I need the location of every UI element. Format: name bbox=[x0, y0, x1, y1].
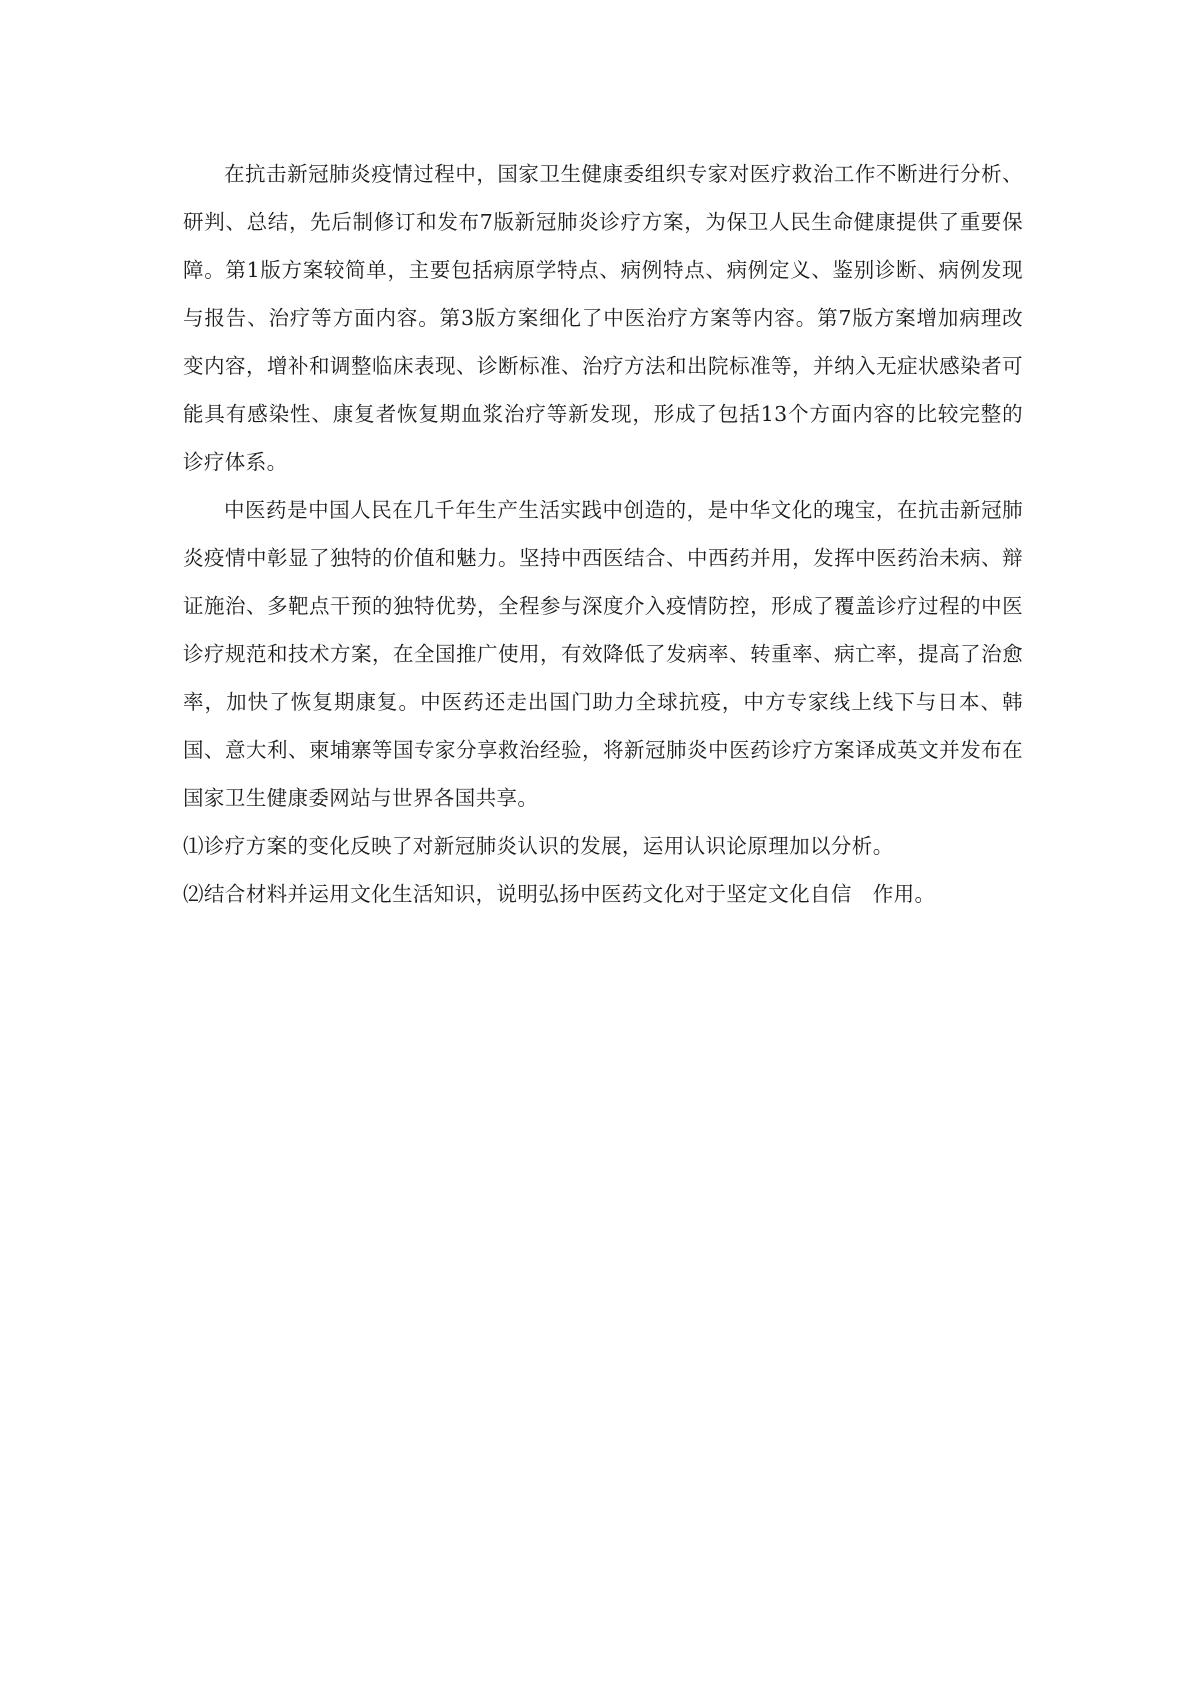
document-body bbox=[183, 150, 1023, 918]
material-paragraph-2: 中医药是中国人民在几千年生产生活实践中创造的，是中华文化的瑰宝，在抗击新冠肺炎疫情中彰显了独特的价值和魅力。坚持中西医结合、中西药并用，发挥中医药治未病、辩证施治、多靶点干预的独特优势，全程参与深度介入疫情防控，形成了覆盖诊疗过程的中医诊疗规范和技术方案，在全国推广使用，有效降低了发病率、转重率、病亡率，提高了治愈率，加快了恢复期康复。中医药还走出国门助力全球抗疫，中方专家线上线下与日本、韩国、意大利、柬埔寨等国专家分享救治经验，将新冠肺炎中医药诊疗方案译成英文并发布在国家卫生健康委网站与世界各国共享。 bbox=[183, 498, 1023, 810]
question-1: ⑴诊疗方案的变化反映了对新冠肺炎认识的发展，运用认识论原理加以分析。 bbox=[183, 834, 894, 858]
question-2: ⑵结合材料并运用文化生活知识，说明弘扬中医药文化对于坚定文化自信 作用。 bbox=[183, 882, 936, 906]
material-paragraph-1: 在抗击新冠肺炎疫情过程中，国家卫生健康委组织专家对医疗救治工作不断进行分析、研判、总结，先后制修订和发布7版新冠肺炎诊疗方案，为保卫人民生命健康提供了重要保障。第1版方案较简单，主要包括病原学特点、病例特点、病例定义、鉴别诊断、病例发现与报告、治疗等方面内容。第3版方案细化了中医治疗方案等内容。第7版方案增加病理改变内容，增补和调整临床表现、诊断标准、治疗方法和出院标准等，并纳入无症状感染者可能具有感染性、康复者恢复期血浆治疗等新发现，形成了包括13个方面内容的比较完整的诊疗体系。 bbox=[183, 162, 1023, 474]
